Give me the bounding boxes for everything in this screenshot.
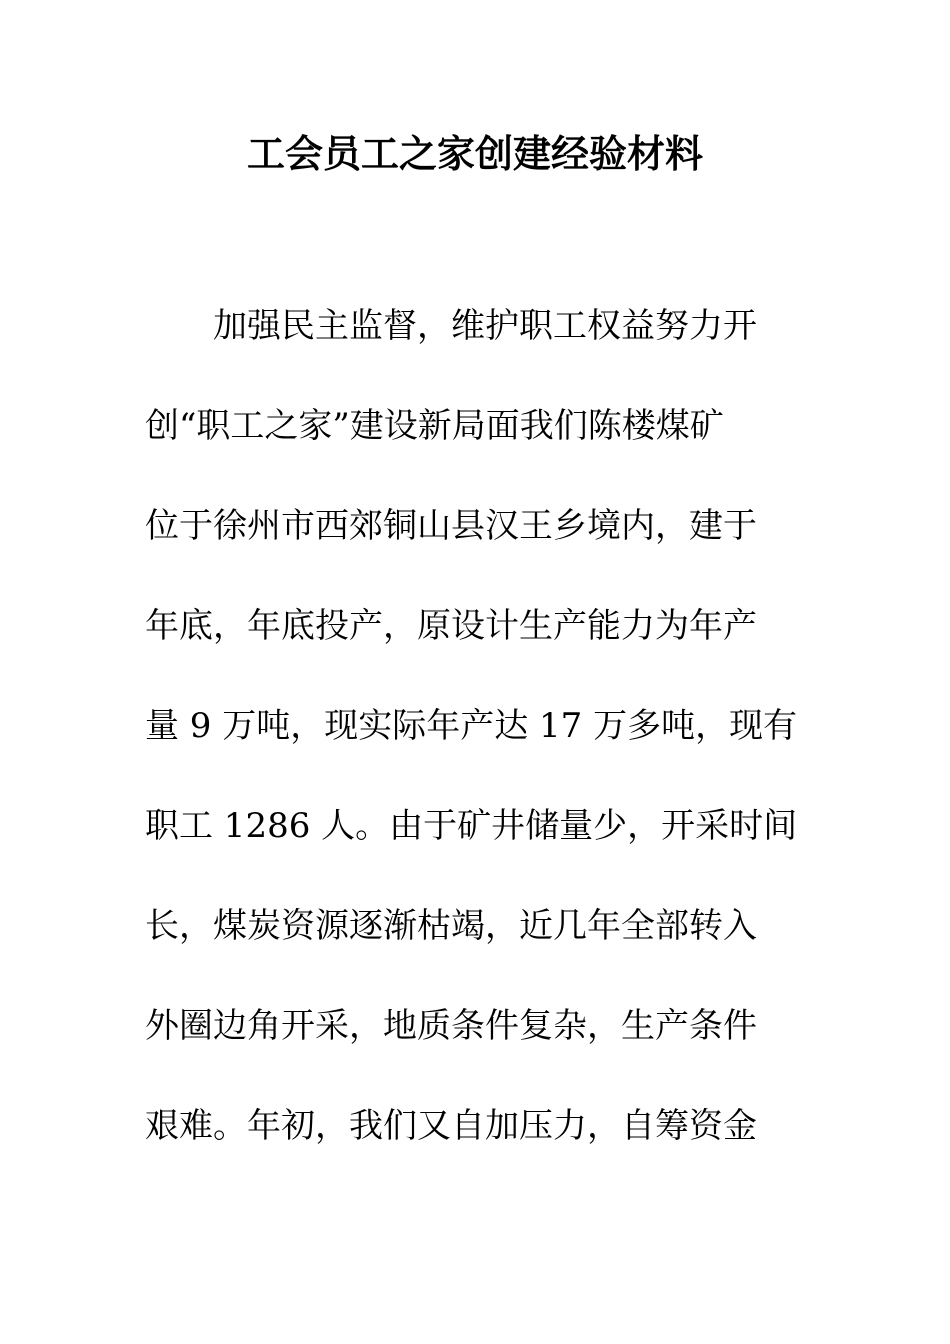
paragraph-line: 加强民主监督，维护职工权益努力开 [213, 306, 757, 346]
document-title: 工会员工之家创建经验材料 [246, 131, 703, 176]
paragraph-line: 长，煤炭资源逐渐枯竭，近几年全部转入 [145, 906, 757, 946]
paragraph-line: 创“职工之家”建设新局面我们陈楼煤矿 [145, 406, 724, 446]
paragraph-line: 位于徐州市西郊铜山县汉王乡境内，建于 [145, 506, 757, 546]
paragraph-line: 职工 1286 人。由于矿井储量少，开采时间 [145, 806, 798, 846]
document-body [145, 300, 805, 1200]
paragraph-line: 量 9 万吨，现实际年产达 17 万多吨，现有 [145, 706, 798, 746]
paragraph-line: 年底，年底投产，原设计生产能力为年产 [145, 606, 757, 646]
paragraph-line: 外圈边角开采，地质条件复杂，生产条件 [145, 1006, 757, 1046]
paragraph-line: 艰难。年初，我们又自加压力，自筹资金 [145, 1106, 757, 1146]
